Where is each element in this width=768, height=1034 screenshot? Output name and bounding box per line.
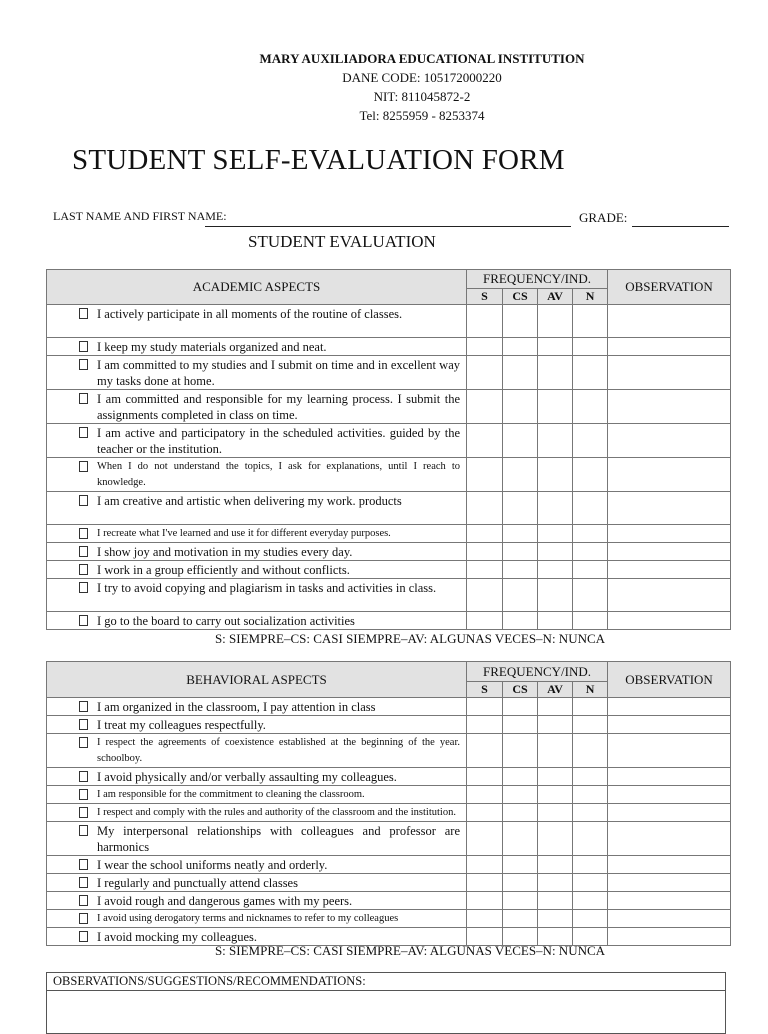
form-title: STUDENT SELF-EVALUATION FORM — [72, 144, 565, 176]
cs-cell[interactable] — [503, 734, 538, 768]
s-cell[interactable] — [467, 856, 503, 874]
table-row — [47, 874, 731, 892]
observation-header: OBSERVATION — [608, 270, 731, 305]
table-row — [47, 716, 731, 734]
cs-cell[interactable] — [503, 390, 538, 424]
s-cell[interactable] — [467, 892, 503, 910]
legend-academic: S: SIEMPRE–CS: CASI SIEMPRE–AV: ALGUNAS VECES–N: NUNCA — [214, 631, 606, 646]
item-cell — [47, 561, 467, 579]
observation-cell[interactable] — [608, 874, 731, 892]
legend-behavioral: S: SIEMPRE–CS: CASI SIEMPRE–AV: ALGUNAS VECES–N: NUNCA — [214, 943, 606, 958]
checkbox-icon[interactable] — [79, 393, 88, 404]
item-cell — [47, 338, 467, 356]
table-row — [47, 492, 731, 525]
observation-cell[interactable] — [608, 561, 731, 579]
observation-cell[interactable] — [608, 543, 731, 561]
item-text: I regularly and punctually attend classes — [97, 876, 298, 890]
s-cell[interactable] — [467, 579, 503, 612]
s-cell[interactable] — [467, 612, 503, 630]
checkbox-icon[interactable] — [79, 528, 88, 539]
col-n-header: N — [573, 682, 608, 698]
observation-cell[interactable] — [608, 856, 731, 874]
av-cell[interactable] — [538, 424, 573, 458]
observations-box[interactable] — [46, 972, 726, 1034]
cs-cell[interactable] — [503, 892, 538, 910]
item-text: I show joy and motivation in my studies every day. — [97, 545, 353, 559]
col-av-header: AV — [538, 289, 573, 305]
item-text: I avoid using derogatory terms and nicknames to refer to my colleagues — [97, 913, 399, 924]
observation-cell[interactable] — [608, 338, 731, 356]
item-cell — [47, 768, 467, 786]
item-text: I go to the board to carry out socialization activities — [97, 614, 355, 628]
observations-label: OBSERVATIONS/SUGGESTIONS/RECOMMENDATIONS: — [47, 973, 725, 991]
item-text-wrap — [47, 822, 466, 855]
n-cell[interactable] — [573, 856, 608, 874]
checkbox-icon[interactable] — [79, 701, 88, 712]
item-cell — [47, 492, 467, 525]
item-text-wrap — [47, 716, 466, 733]
n-cell[interactable] — [573, 786, 608, 804]
cs-cell[interactable] — [503, 768, 538, 786]
n-cell[interactable] — [573, 390, 608, 424]
n-cell[interactable] — [573, 525, 608, 543]
col-av-header: AV — [538, 682, 573, 698]
observation-cell[interactable] — [608, 458, 731, 492]
n-cell[interactable] — [573, 822, 608, 856]
av-cell[interactable] — [538, 698, 573, 716]
item-cell — [47, 525, 467, 543]
observation-cell[interactable] — [608, 768, 731, 786]
item-text: My interpersonal relationships with colleagues and professor are harmonics — [97, 824, 460, 854]
s-cell[interactable] — [467, 492, 503, 525]
checkbox-icon[interactable] — [79, 931, 88, 942]
n-cell[interactable] — [573, 561, 608, 579]
s-cell[interactable] — [467, 716, 503, 734]
cs-cell[interactable] — [503, 612, 538, 630]
checkbox-icon[interactable] — [79, 859, 88, 870]
checkbox-icon[interactable] — [79, 495, 88, 506]
dane-code: DANE CODE: 105172000220 — [342, 70, 502, 85]
item-text: I avoid physically and/or verbally assaulting my colleagues. — [97, 770, 397, 784]
av-cell[interactable] — [538, 716, 573, 734]
checkbox-icon[interactable] — [79, 359, 88, 370]
item-text-wrap — [47, 768, 466, 785]
item-text: I treat my colleagues respectfully. — [97, 718, 266, 732]
item-text-wrap — [47, 561, 466, 578]
item-cell — [47, 804, 467, 822]
observation-cell[interactable] — [608, 734, 731, 768]
observation-cell[interactable] — [608, 579, 731, 612]
observation-cell[interactable] — [608, 492, 731, 525]
observation-cell[interactable] — [608, 716, 731, 734]
item-cell — [47, 910, 467, 928]
item-text-wrap — [47, 698, 466, 715]
table-row — [47, 579, 731, 612]
table-row — [47, 734, 731, 768]
academic-aspects-table — [46, 269, 731, 630]
s-cell[interactable] — [467, 734, 503, 768]
cs-cell[interactable] — [503, 698, 538, 716]
item-cell — [47, 424, 467, 458]
s-cell[interactable] — [467, 561, 503, 579]
item-cell — [47, 305, 467, 338]
grade-label: GRADE: — [579, 210, 628, 225]
institution-name: MARY AUXILIADORA EDUCATIONAL INSTITUTION — [259, 51, 585, 66]
item-text: I actively participate in all moments of the routine of classes. — [97, 307, 403, 321]
av-cell[interactable] — [538, 458, 573, 492]
av-cell[interactable] — [538, 734, 573, 768]
n-cell[interactable] — [573, 579, 608, 612]
item-text-wrap — [47, 390, 466, 423]
table-row — [47, 458, 731, 492]
table-row — [47, 338, 731, 356]
checkbox-icon[interactable] — [79, 895, 88, 906]
av-cell[interactable] — [538, 910, 573, 928]
s-cell[interactable] — [467, 525, 503, 543]
table-row — [47, 543, 731, 561]
item-text: I avoid rough and dangerous games with my peers. — [97, 894, 353, 908]
table-row — [47, 305, 731, 338]
s-cell[interactable] — [467, 424, 503, 458]
checkbox-icon[interactable] — [79, 546, 88, 557]
cs-cell[interactable] — [503, 424, 538, 458]
item-text-wrap — [47, 492, 466, 509]
observation-cell[interactable] — [608, 424, 731, 458]
av-cell[interactable] — [538, 579, 573, 612]
s-cell[interactable] — [467, 698, 503, 716]
cs-cell[interactable] — [503, 458, 538, 492]
table-row — [47, 561, 731, 579]
cs-cell[interactable] — [503, 822, 538, 856]
cs-cell[interactable] — [503, 856, 538, 874]
checkbox-icon[interactable] — [79, 913, 88, 924]
s-cell[interactable] — [467, 356, 503, 390]
item-text: When I do not understand the topics, I ask for explanations, until I reach to knowledge. — [97, 461, 460, 488]
item-cell — [47, 612, 467, 630]
item-text: I work in a group efficiently and without conflicts. — [97, 563, 350, 577]
item-text: I am committed to my studies and I submit on time and in excellent way my tasks done at home. — [97, 358, 460, 388]
observation-cell[interactable] — [608, 892, 731, 910]
av-cell[interactable] — [538, 892, 573, 910]
av-cell[interactable] — [538, 561, 573, 579]
observation-cell[interactable] — [608, 822, 731, 856]
s-cell[interactable] — [467, 543, 503, 561]
table-row — [47, 804, 731, 822]
av-cell[interactable] — [538, 804, 573, 822]
av-cell[interactable] — [538, 612, 573, 630]
av-cell[interactable] — [538, 525, 573, 543]
item-cell — [47, 390, 467, 424]
item-text: I respect the agreements of coexistence established at the beginning of the year. schoolboy. — [97, 737, 460, 764]
cs-cell[interactable] — [503, 338, 538, 356]
observation-cell[interactable] — [608, 356, 731, 390]
item-text: I avoid mocking my colleagues. — [97, 930, 258, 944]
checkbox-icon[interactable] — [79, 771, 88, 782]
n-cell[interactable] — [573, 424, 608, 458]
col-n-header: N — [573, 289, 608, 305]
table-row — [47, 424, 731, 458]
observation-cell[interactable] — [608, 390, 731, 424]
av-cell[interactable] — [538, 822, 573, 856]
s-cell[interactable] — [467, 874, 503, 892]
table-row — [47, 892, 731, 910]
n-cell[interactable] — [573, 734, 608, 768]
item-text: I am creative and artistic when delivering my work. products — [97, 494, 402, 508]
item-cell — [47, 734, 467, 768]
cs-cell[interactable] — [503, 579, 538, 612]
item-cell — [47, 874, 467, 892]
table-row — [47, 822, 731, 856]
item-text: I try to avoid copying and plagiarism in tasks and activities in class. — [97, 581, 437, 595]
cs-cell[interactable] — [503, 492, 538, 525]
checkbox-icon[interactable] — [79, 877, 88, 888]
s-cell[interactable] — [467, 338, 503, 356]
item-text: I am committed and responsible for my learning process. I submit the assignments completed in class on time. — [97, 392, 460, 422]
cs-cell[interactable] — [503, 804, 538, 822]
item-cell — [47, 786, 467, 804]
av-cell[interactable] — [538, 768, 573, 786]
item-text: I am responsible for the commitment to cleaning the classroom. — [97, 789, 365, 800]
item-text-wrap — [47, 910, 466, 927]
s-cell[interactable] — [467, 305, 503, 338]
cs-cell[interactable] — [503, 525, 538, 543]
cs-cell[interactable] — [503, 356, 538, 390]
item-cell — [47, 458, 467, 492]
observation-cell[interactable] — [608, 525, 731, 543]
av-cell[interactable] — [538, 543, 573, 561]
checkbox-icon[interactable] — [79, 737, 88, 748]
checkbox-icon[interactable] — [79, 615, 88, 626]
s-cell[interactable] — [467, 822, 503, 856]
n-cell[interactable] — [573, 910, 608, 928]
cs-cell[interactable] — [503, 786, 538, 804]
checkbox-icon[interactable] — [79, 825, 88, 836]
item-cell — [47, 856, 467, 874]
frequency-header: FREQUENCY/IND. — [467, 270, 608, 289]
cs-cell[interactable] — [503, 910, 538, 928]
item-text-wrap — [47, 424, 466, 457]
table-row — [47, 768, 731, 786]
observation-cell[interactable] — [608, 305, 731, 338]
observation-cell[interactable] — [608, 804, 731, 822]
item-text: I respect and comply with the rules and authority of the classroom and the institution. — [97, 807, 456, 818]
item-text: I recreate what I've learned and use it for different everyday purposes. — [97, 528, 391, 539]
s-cell[interactable] — [467, 786, 503, 804]
academic-heading: ACADEMIC ASPECTS — [47, 270, 467, 305]
observation-header: OBSERVATION — [608, 662, 731, 698]
n-cell[interactable] — [573, 458, 608, 492]
observation-cell[interactable] — [608, 698, 731, 716]
observation-cell[interactable] — [608, 786, 731, 804]
checkbox-icon[interactable] — [79, 719, 88, 730]
col-cs-header: CS — [503, 289, 538, 305]
checkbox-icon[interactable] — [79, 427, 88, 438]
behavioral-aspects-table — [46, 661, 731, 946]
n-cell[interactable] — [573, 356, 608, 390]
item-text-wrap — [47, 579, 466, 596]
item-text-wrap — [47, 612, 466, 629]
evaluation-title: STUDENT EVALUATION — [248, 232, 436, 251]
av-cell[interactable] — [538, 356, 573, 390]
n-cell[interactable] — [573, 698, 608, 716]
av-cell[interactable] — [538, 305, 573, 338]
av-cell[interactable] — [538, 786, 573, 804]
n-cell[interactable] — [573, 338, 608, 356]
n-cell[interactable] — [573, 305, 608, 338]
item-text-wrap — [47, 356, 466, 389]
n-cell[interactable] — [573, 768, 608, 786]
behavioral-heading: BEHAVIORAL ASPECTS — [47, 662, 467, 698]
item-text: I wear the school uniforms neatly and orderly. — [97, 858, 328, 872]
s-cell[interactable] — [467, 458, 503, 492]
n-cell[interactable] — [573, 612, 608, 630]
av-cell[interactable] — [538, 338, 573, 356]
item-text: I am active and participatory in the scheduled activities. guided by the teacher or the institution. — [97, 426, 460, 456]
table-row — [47, 856, 731, 874]
observation-cell[interactable] — [608, 612, 731, 630]
grade-field[interactable] — [632, 226, 729, 227]
n-cell[interactable] — [573, 892, 608, 910]
item-cell — [47, 356, 467, 390]
telephone: Tel: 8255959 - 8253374 — [359, 108, 485, 123]
checkbox-icon[interactable] — [79, 341, 88, 352]
name-field[interactable] — [205, 226, 571, 227]
col-cs-header: CS — [503, 682, 538, 698]
cs-cell[interactable] — [503, 561, 538, 579]
table-row — [47, 525, 731, 543]
table-row — [47, 698, 731, 716]
name-label: LAST NAME AND FIRST NAME: — [53, 209, 227, 223]
s-cell[interactable] — [467, 768, 503, 786]
checkbox-icon[interactable] — [79, 564, 88, 575]
item-text-wrap — [47, 856, 466, 873]
s-cell[interactable] — [467, 910, 503, 928]
item-text-wrap — [47, 525, 466, 542]
n-cell[interactable] — [573, 874, 608, 892]
item-cell — [47, 822, 467, 856]
item-text-wrap — [47, 892, 466, 909]
item-text: I am organized in the classroom, I pay attention in class — [97, 700, 376, 714]
av-cell[interactable] — [538, 492, 573, 525]
item-text-wrap — [47, 734, 466, 767]
item-cell — [47, 579, 467, 612]
s-cell[interactable] — [467, 390, 503, 424]
item-text-wrap — [47, 338, 466, 355]
n-cell[interactable] — [573, 543, 608, 561]
item-text: I keep my study materials organized and neat. — [97, 340, 327, 354]
n-cell[interactable] — [573, 716, 608, 734]
item-text-wrap — [47, 804, 466, 821]
item-text-wrap — [47, 786, 466, 803]
nit-number: NIT: 811045872-2 — [373, 89, 471, 104]
frequency-header: FREQUENCY/IND. — [467, 662, 608, 682]
table-row — [47, 786, 731, 804]
cs-cell[interactable] — [503, 305, 538, 338]
item-cell — [47, 543, 467, 561]
s-cell[interactable] — [467, 804, 503, 822]
table-row — [47, 356, 731, 390]
cs-cell[interactable] — [503, 874, 538, 892]
av-cell[interactable] — [538, 390, 573, 424]
item-text-wrap — [47, 305, 466, 322]
item-cell — [47, 698, 467, 716]
item-text-wrap — [47, 874, 466, 891]
item-cell — [47, 892, 467, 910]
table-row — [47, 612, 731, 630]
cs-cell[interactable] — [503, 716, 538, 734]
checkbox-icon[interactable] — [79, 807, 88, 818]
checkbox-icon[interactable] — [79, 789, 88, 800]
checkbox-icon[interactable] — [79, 582, 88, 593]
item-cell — [47, 716, 467, 734]
n-cell[interactable] — [573, 492, 608, 525]
item-text-wrap — [47, 543, 466, 560]
checkbox-icon[interactable] — [79, 461, 88, 472]
cs-cell[interactable] — [503, 543, 538, 561]
col-s-header: S — [467, 682, 503, 698]
col-s-header: S — [467, 289, 503, 305]
n-cell[interactable] — [573, 804, 608, 822]
checkbox-icon[interactable] — [79, 308, 88, 319]
av-cell[interactable] — [538, 856, 573, 874]
table-row — [47, 910, 731, 928]
item-text-wrap — [47, 458, 466, 491]
observation-cell[interactable] — [608, 910, 731, 928]
table-row — [47, 390, 731, 424]
av-cell[interactable] — [538, 874, 573, 892]
